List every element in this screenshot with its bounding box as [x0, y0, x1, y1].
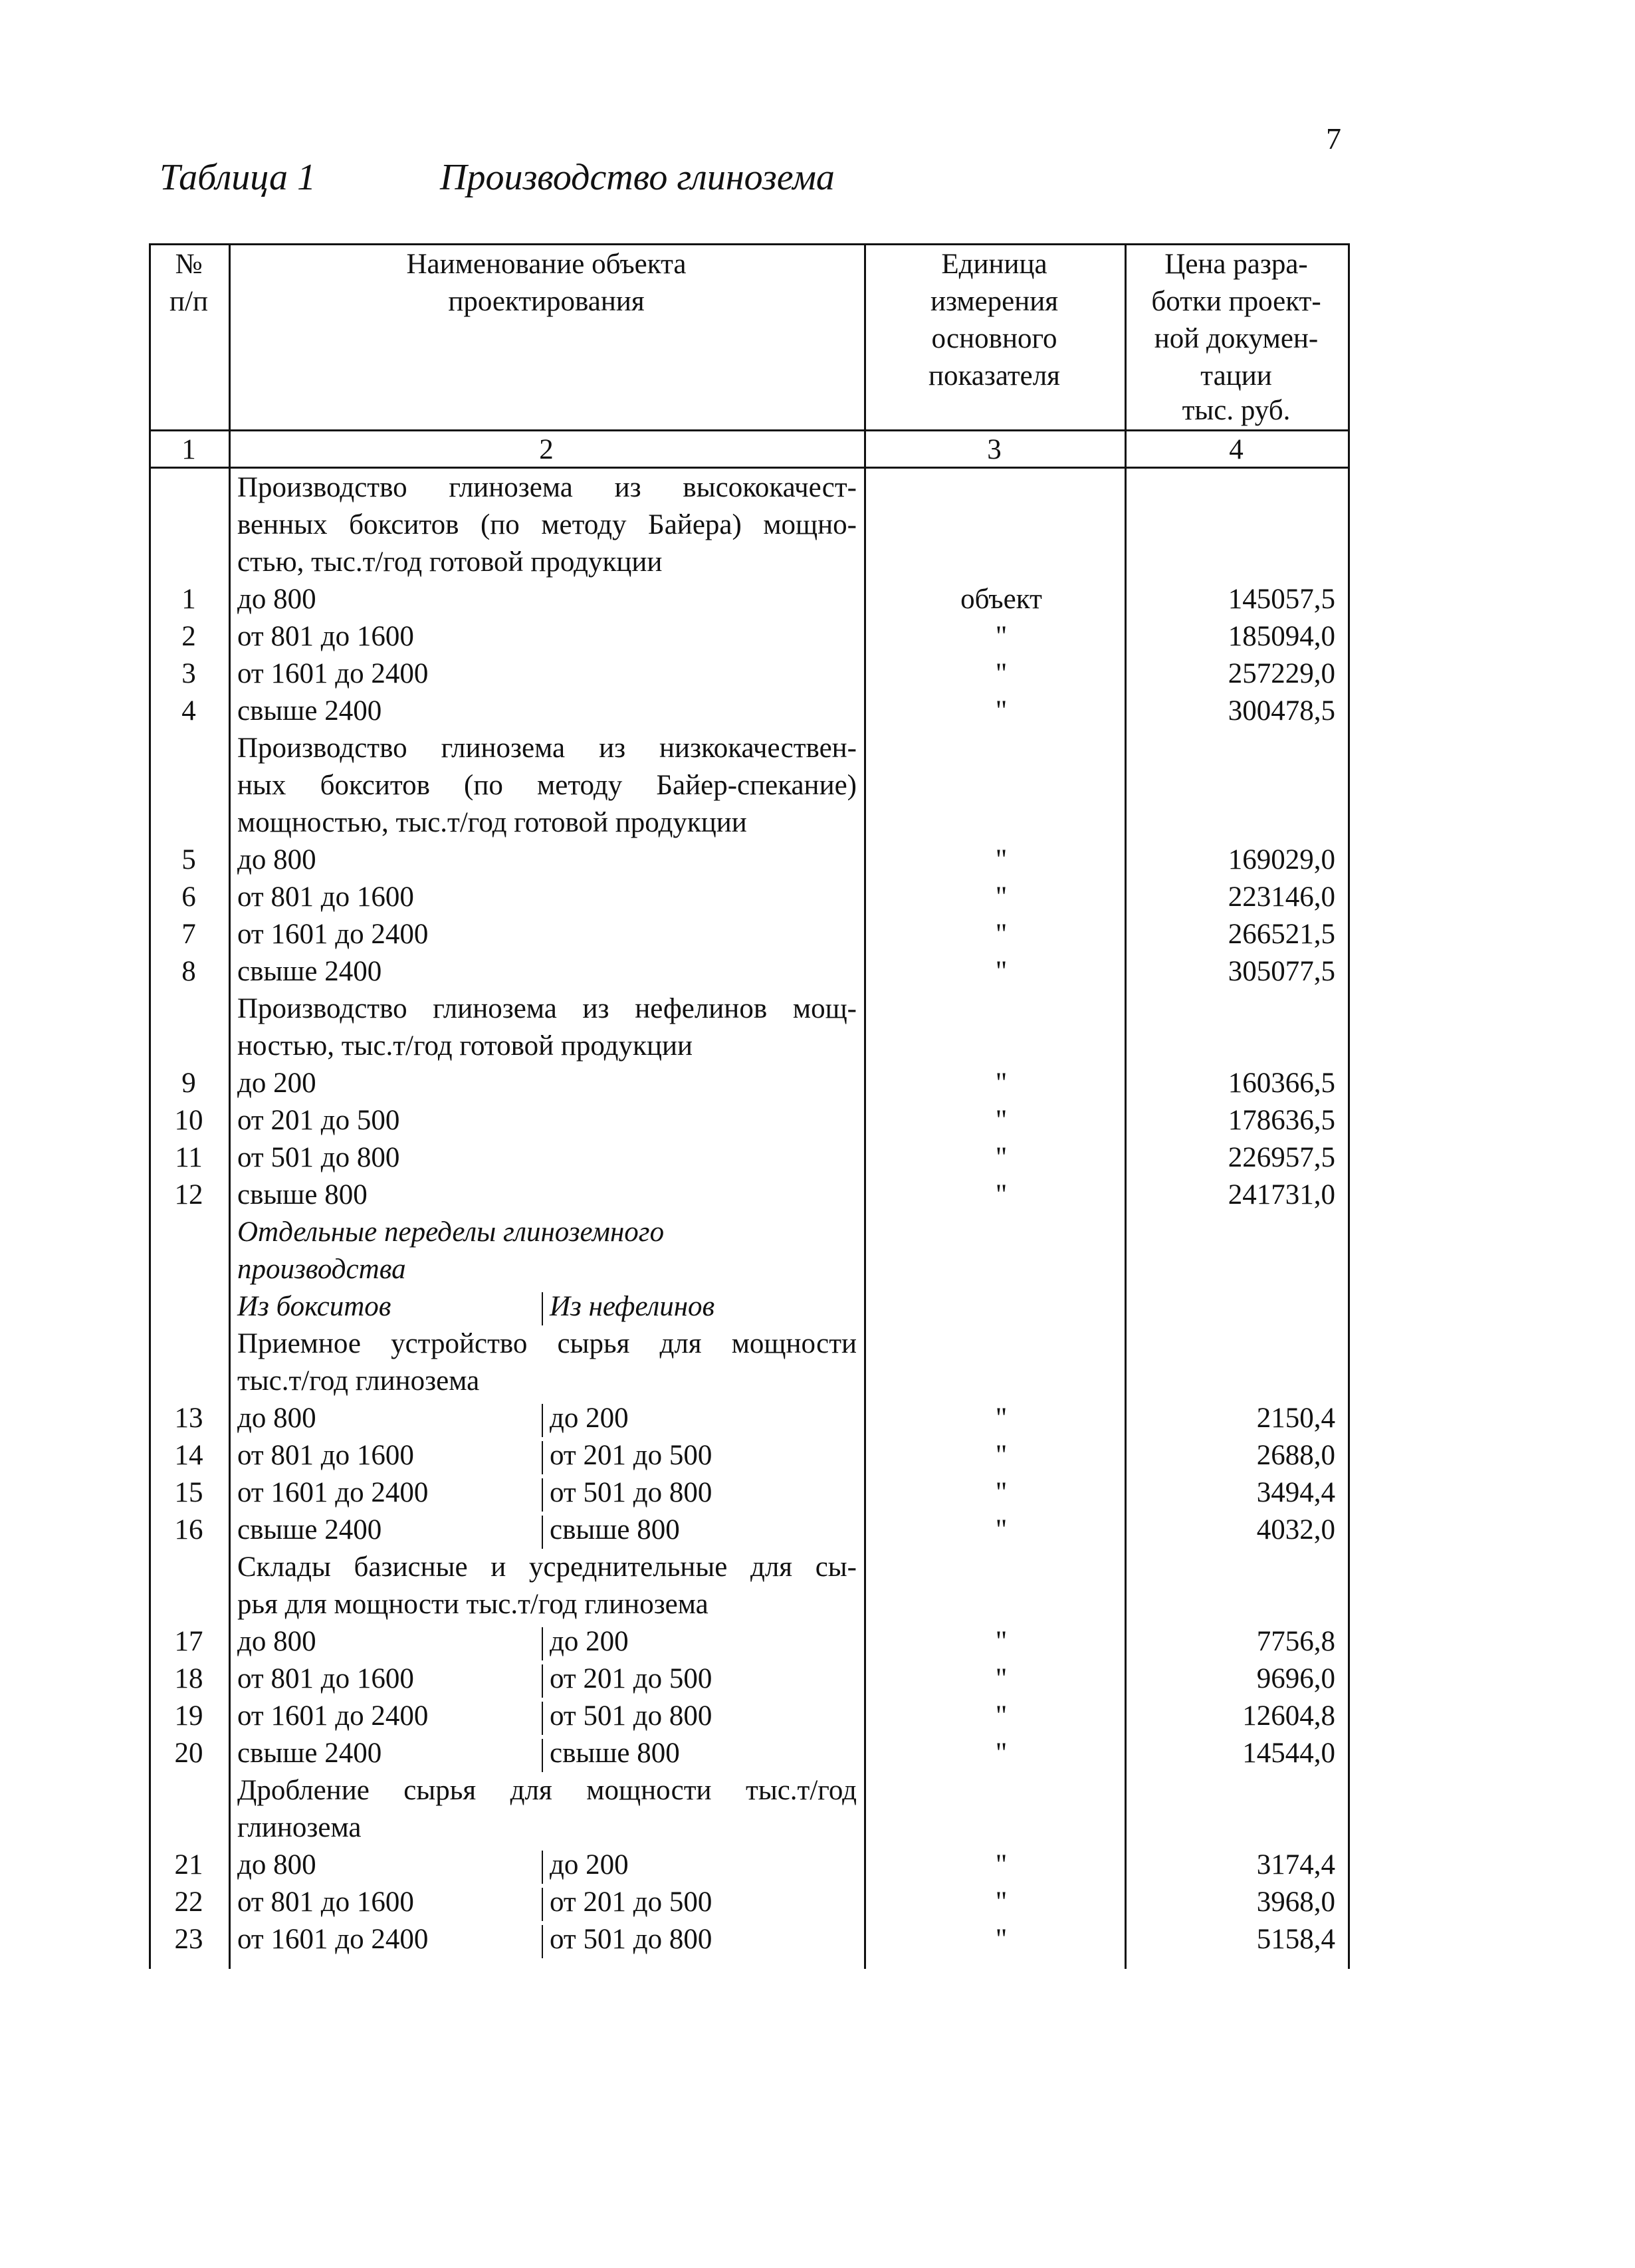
subheading-nepheline: Из нефелинов [550, 1291, 715, 1322]
row-capacity-nepheline: до 200 [550, 1626, 629, 1657]
row-number: 7 [181, 919, 196, 950]
section-line: Производство глинозема из нефелинов мощ- [237, 993, 857, 1024]
section-heading [237, 1325, 857, 1400]
row-price: 7756,8 [1256, 1626, 1335, 1657]
subcolumn-divider [542, 1851, 543, 1884]
section-line: тыс.т/год глинозема [237, 1365, 480, 1397]
row-price: 241731,0 [1228, 1179, 1335, 1210]
header-unit-line: Единица [941, 249, 1047, 280]
row-number: 9 [181, 1068, 196, 1099]
row-number: 18 [174, 1663, 203, 1694]
subcolumn-divider [542, 1441, 543, 1474]
row-capacity: свыше 2400 [237, 956, 382, 987]
header-object-name [229, 246, 864, 320]
header-unit-line: основного [931, 323, 1057, 354]
table-caption-title: Производство глинозема [440, 157, 835, 198]
row-price: 3494,4 [1256, 1477, 1335, 1508]
row-unit: " [995, 1700, 1008, 1732]
row-number: 4 [181, 695, 196, 727]
row-capacity-nepheline: свыше 800 [550, 1738, 680, 1769]
subcolumn-divider [542, 1516, 543, 1549]
section-line: Производство глинозема из высококачест- [237, 472, 857, 503]
row-price: 3174,4 [1256, 1849, 1335, 1880]
header-number-line: п/п [169, 286, 208, 317]
section-line: мощностью, тыс.т/год готовой продукции [237, 807, 747, 838]
row-number: 17 [174, 1626, 203, 1657]
subcolumn-divider [542, 1478, 543, 1512]
alumina-price-table [149, 243, 1350, 1969]
row-number: 2 [181, 621, 196, 652]
row-capacity-nepheline: до 200 [550, 1849, 629, 1880]
header-number-line: № [175, 249, 203, 280]
row-price: 9696,0 [1256, 1663, 1335, 1694]
section-line: Отдельные переделы глиноземного [237, 1216, 665, 1248]
section-line: венных бокситов (по методу Байера) мощно- [237, 509, 857, 540]
row-number: 5 [181, 844, 196, 875]
header-object-line: проектирования [448, 286, 645, 317]
row-unit: " [995, 1626, 1008, 1657]
row-capacity: свыше 2400 [237, 1738, 382, 1769]
row-price: 178636,5 [1228, 1105, 1335, 1136]
section-line: Склады базисные и усреднительные для сы- [237, 1551, 857, 1583]
row-unit: " [995, 1514, 1008, 1545]
header-price-line: ной докумен- [1154, 323, 1319, 354]
header-object-line: Наименование объекта [406, 249, 687, 280]
row-price: 185094,0 [1228, 621, 1335, 652]
row-capacity-nepheline: от 201 до 500 [550, 1440, 712, 1471]
row-unit: " [995, 844, 1008, 875]
column-number: 2 [539, 434, 554, 465]
row-number: 23 [174, 1924, 203, 1955]
subcolumn-divider [542, 1664, 543, 1698]
row-capacity: от 801 до 1600 [237, 881, 414, 913]
row-unit: " [995, 1738, 1008, 1769]
section-line: рья для мощности тыс.т/год глинозема [237, 1589, 708, 1620]
row-unit: " [995, 1477, 1008, 1508]
row-unit: " [995, 1142, 1008, 1173]
column-divider-2 [864, 243, 866, 1969]
row-price: 14544,0 [1242, 1738, 1335, 1769]
subcolumn-divider [542, 1404, 543, 1437]
row-capacity: от 1601 до 2400 [237, 1477, 429, 1508]
row-price: 12604,8 [1242, 1700, 1335, 1732]
row-price: 145057,5 [1228, 584, 1335, 615]
row-number: 12 [174, 1179, 203, 1210]
subheading-bauxite: Из бокситов [237, 1291, 391, 1322]
section-line: глинозема [237, 1812, 362, 1843]
row-price: 226957,5 [1228, 1142, 1335, 1173]
row-price: 3968,0 [1256, 1886, 1335, 1918]
row-price: 2688,0 [1256, 1440, 1335, 1471]
row-capacity-nepheline: до 200 [550, 1403, 629, 1434]
row-capacity: от 1601 до 2400 [237, 1700, 429, 1732]
header-price-line: Цена разра- [1164, 249, 1308, 280]
row-capacity-nepheline: от 201 до 500 [550, 1886, 712, 1918]
row-capacity-nepheline: свыше 800 [550, 1514, 680, 1545]
section-line: Производство глинозема из низкокачествен- [237, 733, 857, 764]
row-number: 20 [174, 1738, 203, 1769]
row-capacity: от 801 до 1600 [237, 1663, 414, 1694]
header-price [1125, 246, 1348, 427]
row-unit: " [995, 1924, 1008, 1955]
page-number: 7 [1326, 122, 1341, 156]
row-unit: " [995, 1068, 1008, 1099]
row-capacity: до 200 [237, 1068, 316, 1099]
row-price: 223146,0 [1228, 881, 1335, 913]
row-price: 305077,5 [1228, 956, 1335, 987]
row-number: 22 [174, 1886, 203, 1918]
row-capacity: от 1601 до 2400 [237, 1924, 429, 1955]
section-line: ных бокситов (по методу Байер-спекание) [237, 770, 857, 801]
section-heading [237, 990, 857, 1065]
row-capacity: свыше 800 [237, 1179, 368, 1210]
subcolumn-divider [542, 1292, 543, 1325]
header-price-line: ботки проект- [1151, 286, 1321, 317]
subcolumn-divider [542, 1702, 543, 1735]
row-unit: " [995, 1403, 1008, 1434]
row-number: 13 [174, 1403, 203, 1434]
row-capacity: от 1601 до 2400 [237, 658, 429, 689]
row-capacity: от 801 до 1600 [237, 1886, 414, 1918]
row-unit: " [995, 1179, 1008, 1210]
row-capacity: до 800 [237, 1849, 316, 1880]
row-unit: объект [960, 584, 1042, 615]
row-number: 15 [174, 1477, 203, 1508]
row-price: 160366,5 [1228, 1068, 1335, 1099]
row-price: 2150,4 [1256, 1403, 1335, 1434]
row-capacity: до 800 [237, 1403, 316, 1434]
row-capacity: от 801 до 1600 [237, 621, 414, 652]
row-capacity: до 800 [237, 1626, 316, 1657]
section-heading [237, 730, 857, 842]
row-number: 11 [175, 1142, 203, 1173]
table-border-right [1348, 243, 1350, 1969]
section-line: Приемное устройство сырья для мощности [237, 1328, 857, 1359]
header-unit-line: показателя [928, 360, 1060, 392]
section-line: ностью, тыс.т/год готовой продукции [237, 1030, 693, 1062]
header-price-line: тации [1200, 360, 1272, 392]
row-capacity-nepheline: от 501 до 800 [550, 1477, 712, 1508]
table-border-top [149, 243, 1350, 245]
row-price: 266521,5 [1228, 919, 1335, 950]
header-unit-line: измерения [930, 286, 1059, 317]
table-caption-label: Таблица 1 [160, 157, 316, 198]
row-number: 10 [174, 1105, 203, 1136]
column-number: 4 [1229, 434, 1244, 465]
row-unit: " [995, 1440, 1008, 1471]
row-number: 3 [181, 658, 196, 689]
subcolumn-divider [542, 1925, 543, 1958]
header-unit [864, 246, 1125, 395]
row-capacity: свыше 2400 [237, 695, 382, 727]
column-divider-1 [229, 243, 231, 1969]
row-capacity: от 801 до 1600 [237, 1440, 414, 1471]
header-price-line: тыс. руб. [1182, 395, 1291, 426]
row-number: 8 [181, 956, 196, 987]
row-unit: " [995, 621, 1008, 652]
row-capacity-nepheline: от 201 до 500 [550, 1663, 712, 1694]
subcolumn-divider [542, 1739, 543, 1772]
row-unit: " [995, 1663, 1008, 1694]
row-number: 16 [174, 1514, 203, 1545]
section-line: стью, тыс.т/год готовой продукции [237, 546, 663, 578]
row-unit: " [995, 919, 1008, 950]
row-number: 1 [181, 584, 196, 615]
section-heading [237, 469, 857, 581]
section-heading [237, 1772, 857, 1847]
section-heading [237, 1549, 857, 1623]
row-capacity-nepheline: от 501 до 800 [550, 1924, 712, 1955]
row-capacity: свыше 2400 [237, 1514, 382, 1545]
section-line: Дробление сырья для мощности тыс.т/год [237, 1775, 857, 1806]
row-number: 14 [174, 1440, 203, 1471]
row-unit: " [995, 956, 1008, 987]
row-price: 5158,4 [1256, 1924, 1335, 1955]
row-number: 21 [174, 1849, 203, 1880]
row-number: 6 [181, 881, 196, 913]
header-number [149, 246, 229, 320]
section-heading [237, 1214, 664, 1288]
row-unit: " [995, 1886, 1008, 1918]
subcolumn-divider [542, 1888, 543, 1921]
column-number: 3 [987, 434, 1002, 465]
row-unit: " [995, 881, 1008, 913]
row-number: 19 [174, 1700, 203, 1732]
row-unit: " [995, 1849, 1008, 1880]
row-unit: " [995, 1105, 1008, 1136]
row-capacity: до 800 [237, 584, 316, 615]
row-price: 169029,0 [1228, 844, 1335, 875]
row-price: 300478,5 [1228, 695, 1335, 727]
row-unit: " [995, 658, 1008, 689]
row-capacity: до 800 [237, 844, 316, 875]
row-capacity: от 201 до 500 [237, 1105, 400, 1136]
row-capacity: от 1601 до 2400 [237, 919, 429, 950]
column-number: 1 [181, 434, 196, 465]
row-price: 257229,0 [1228, 658, 1335, 689]
subcolumn-divider [542, 1627, 543, 1660]
row-price: 4032,0 [1256, 1514, 1335, 1545]
section-line: производства [237, 1254, 406, 1285]
row-capacity-nepheline: от 501 до 800 [550, 1700, 712, 1732]
row-capacity: от 501 до 800 [237, 1142, 400, 1173]
row-unit: " [995, 695, 1008, 727]
